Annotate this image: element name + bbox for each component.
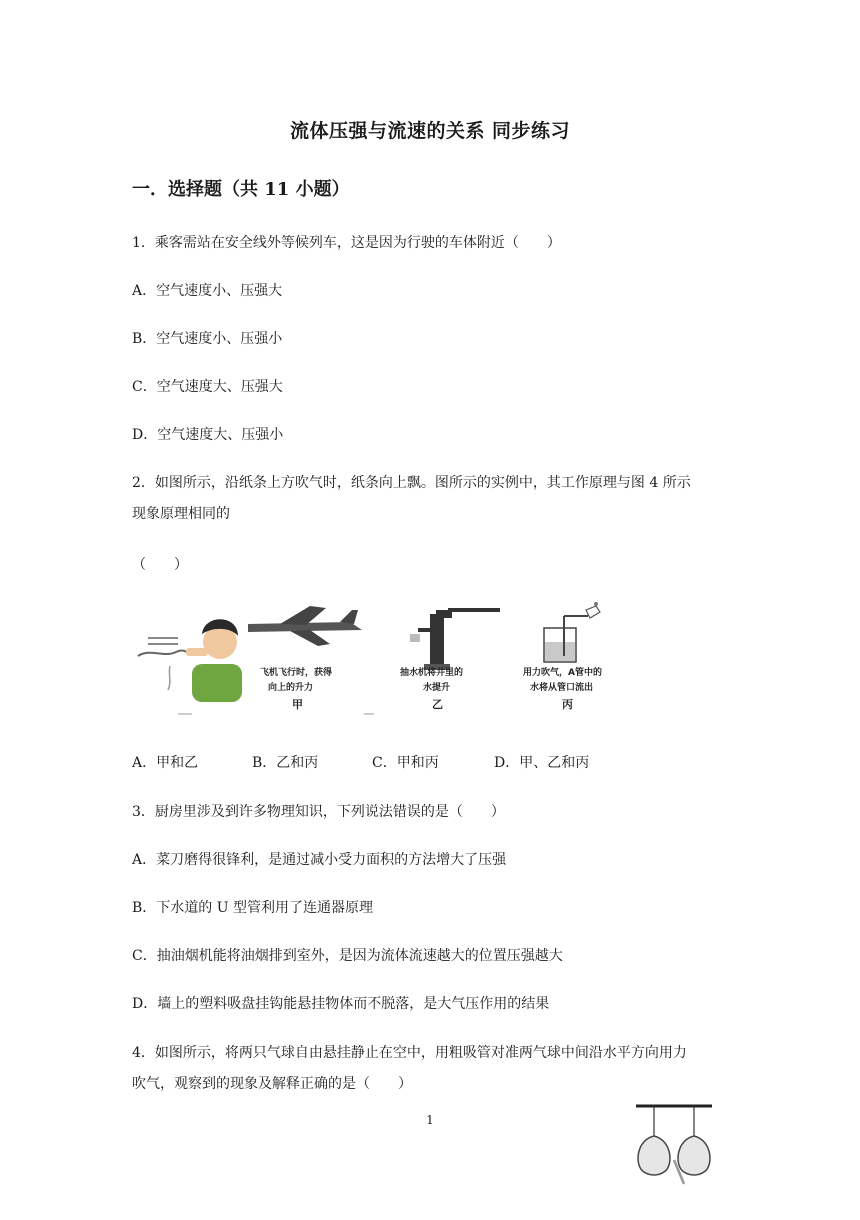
jia-caption-line-1: 飞机飞行时，获得	[260, 668, 333, 678]
beaker-tube-illustration	[523, 602, 602, 711]
question-4-stem-line-1: 4．如图所示，将两只气球自由悬挂静止在空中，用粗吸管对准两气球中间沿水平方向用力	[132, 1045, 687, 1061]
question-3-option-a: A．菜刀磨得很锋利，是通过减小受力面积的方法增大了压强	[132, 852, 507, 868]
jia-caption-line-2: 向上的升力	[268, 683, 314, 693]
question-2-option-c: C．甲和丙	[372, 755, 439, 771]
question-4-stem-line-2: 吹气，观察到的现象及解释正确的是（ ）	[132, 1076, 412, 1092]
water-pump-illustration	[400, 608, 500, 711]
question-3-option-b: B．下水道的 U 型管利用了连通器原理	[132, 900, 373, 916]
jia-label: 甲	[292, 698, 303, 711]
question-2-figure	[130, 598, 630, 716]
question-1-option-b: B．空气速度小、压强小	[132, 331, 283, 347]
question-2-stem-line-1: 2．如图所示，沿纸条上方吹气时，纸条向上飘。图所示的实例中，其工作原理与图 4 所示	[132, 475, 691, 491]
yi-label: 乙	[432, 698, 443, 711]
question-1-option-d: D．空气速度大、压强小	[132, 427, 284, 443]
question-1-option-a: A．空气速度小、压强大	[132, 283, 283, 299]
bing-caption-line-2: 水将从管口流出	[530, 683, 594, 693]
question-2-stem-line-2: 现象原理相同的	[132, 506, 230, 522]
yi-caption-line-2: 水提升	[423, 683, 451, 693]
yi-caption-line-1: 抽水机将井里的	[400, 668, 464, 678]
question-3-option-d: D．墙上的塑料吸盘挂钩能悬挂物体而不脱落，是大气压作用的结果	[132, 996, 550, 1012]
bing-label: 丙	[562, 698, 573, 711]
question-2-option-b: B．乙和丙	[252, 755, 319, 771]
question-2-options	[132, 752, 589, 772]
balloons-illustration	[630, 1100, 720, 1216]
boy-blowing-illustration	[138, 619, 242, 702]
question-1-stem: 1．乘客需站在安全线外等候列车，这是因为行驶的车体附近（ ）	[132, 235, 561, 251]
question-2-answer-bracket: （ ）	[132, 557, 188, 573]
bing-caption-line-1: 用力吹气，A管中的	[523, 668, 602, 678]
page-number: 1	[426, 1113, 434, 1127]
airplane-illustration	[248, 606, 362, 711]
question-3-stem: 3．厨房里涉及到许多物理知识，下列说法错误的是（ ）	[132, 804, 505, 820]
question-2-option-d: D．甲、乙和丙	[494, 755, 590, 771]
question-3-option-c: C．抽油烟机能将油烟排到室外，是因为流体流速越大的位置压强越大	[132, 948, 563, 964]
page-title: 流体压强与流速的关系 同步练习	[289, 120, 571, 142]
question-1-option-c: C．空气速度大、压强大	[132, 379, 283, 395]
section-heading: 一．选择题（共 11 小题）	[132, 179, 350, 200]
question-2-option-a: A．甲和乙	[132, 755, 199, 771]
